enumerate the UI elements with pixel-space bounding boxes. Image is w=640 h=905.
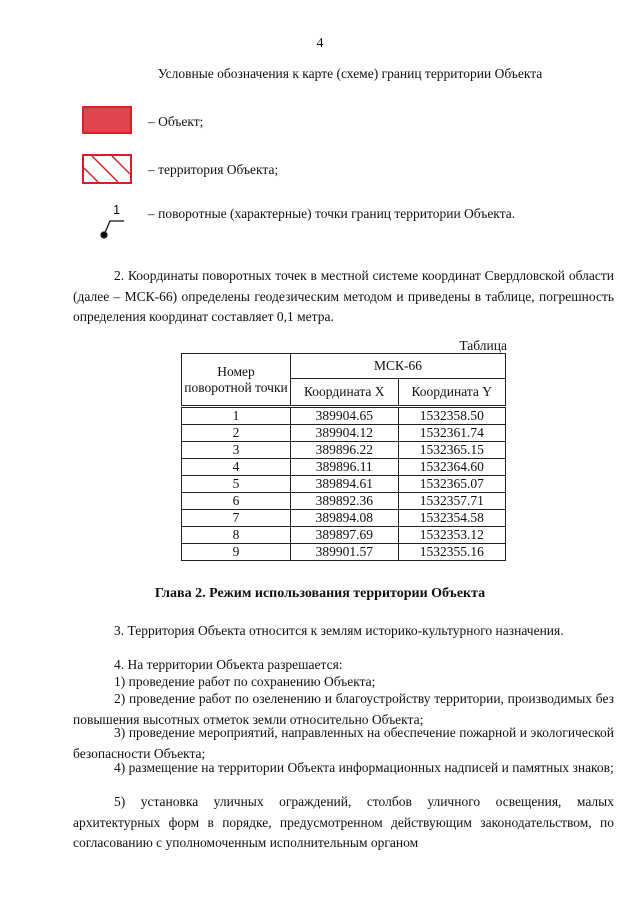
coordinate-x: 389904.65 [291, 407, 399, 425]
legend-label-points: – поворотные (характерные) точки границ территории Объекта. [148, 206, 516, 221]
header-coordinate-y: Координата Y [398, 379, 506, 407]
table-row [182, 425, 506, 442]
paragraph-3: 3. Территория Объекта относится к землям историко-культурного назначения. [114, 623, 564, 638]
coordinate-y: 1532364.60 [398, 459, 506, 476]
list-item-3: 3) проведение мероприятий, направленных на обеспечение пожарной и экологической безопасности Объекта; [73, 725, 614, 761]
coordinate-y: 1532354.58 [398, 510, 506, 527]
chapter-title: Глава 2. Режим использования территории Объекта [154, 586, 486, 601]
table-row [182, 442, 506, 459]
filled-red-rectangle-icon [82, 106, 132, 134]
list-item-5: 5) установка уличных ограждений, столбов уличного освещения, малых архитектурных форм в порядке, предусмотренном действующим законодательством, по согласованию с уполномоченным исполнительным органом [73, 794, 614, 850]
point-number: 8 [182, 527, 291, 544]
page-number: 4 [316, 36, 324, 51]
point-number: 2 [182, 425, 291, 442]
list-item-1: 1) проведение работ по сохранению Объекта; [114, 674, 376, 689]
header-coordinate-system: МСК-66 [291, 354, 506, 379]
table-row [182, 459, 506, 476]
coordinate-y: 1532355.16 [398, 544, 506, 561]
coordinate-x: 389904.12 [291, 425, 399, 442]
coordinate-x: 389896.11 [291, 459, 399, 476]
paragraph-2: 2. Координаты поворотных точек в местной системе координат Свердловской области (далее – МСК-66) определены геодезическим методом и приведены в таблице, погрешность определения координат составляет 0,1 метра. [73, 268, 614, 324]
list-item-4: 4) размещение на территории Объекта информационных надписей и памятных знаков; [114, 760, 614, 775]
header-coordinate-x: Координата X [291, 379, 399, 407]
coordinate-y: 1532357.71 [398, 493, 506, 510]
table-row [182, 407, 506, 425]
list-item-2: 2) проведение работ по озеленению и благоустройству территории, производимых без повышения высотных отметок земли относительно Объекта; [73, 691, 614, 727]
point-number: 4 [182, 459, 291, 476]
hatched-red-rectangle-icon [82, 154, 132, 184]
coordinate-x: 389901.57 [291, 544, 399, 561]
point-number: 7 [182, 510, 291, 527]
turning-point-number: 1 [113, 202, 121, 217]
coordinate-y: 1532365.07 [398, 476, 506, 493]
legend-title: Условные обозначения к карте (схеме) границ территории Объекта [157, 66, 543, 81]
coordinate-x: 389894.61 [291, 476, 399, 493]
coordinate-y: 1532365.15 [398, 442, 506, 459]
legend-label-object: – Объект; [148, 114, 204, 129]
paragraph-4: 4. На территории Объекта разрешается: [114, 657, 343, 672]
coordinate-x: 389897.69 [291, 527, 399, 544]
table-caption: Таблица [459, 338, 507, 353]
coordinate-y: 1532353.12 [398, 527, 506, 544]
point-number: 1 [182, 407, 291, 425]
legend-label-territory: – территория Объекта; [148, 162, 279, 177]
coordinate-x: 389894.08 [291, 510, 399, 527]
coordinate-x: 389892.36 [291, 493, 399, 510]
point-number: 6 [182, 493, 291, 510]
header-point-number: Номер поворотной точки [182, 354, 291, 407]
coordinate-x: 389896.22 [291, 442, 399, 459]
table-row [182, 527, 506, 544]
point-number: 5 [182, 476, 291, 493]
coordinate-y: 1532361.74 [398, 425, 506, 442]
turning-point-icon [96, 198, 126, 244]
table-row [182, 544, 506, 561]
point-number: 3 [182, 442, 291, 459]
table-row [182, 510, 506, 527]
coordinate-y: 1532358.50 [398, 407, 506, 425]
table-row [182, 476, 506, 493]
point-number: 9 [182, 544, 291, 561]
table-row [182, 493, 506, 510]
coordinates-table [181, 353, 506, 561]
